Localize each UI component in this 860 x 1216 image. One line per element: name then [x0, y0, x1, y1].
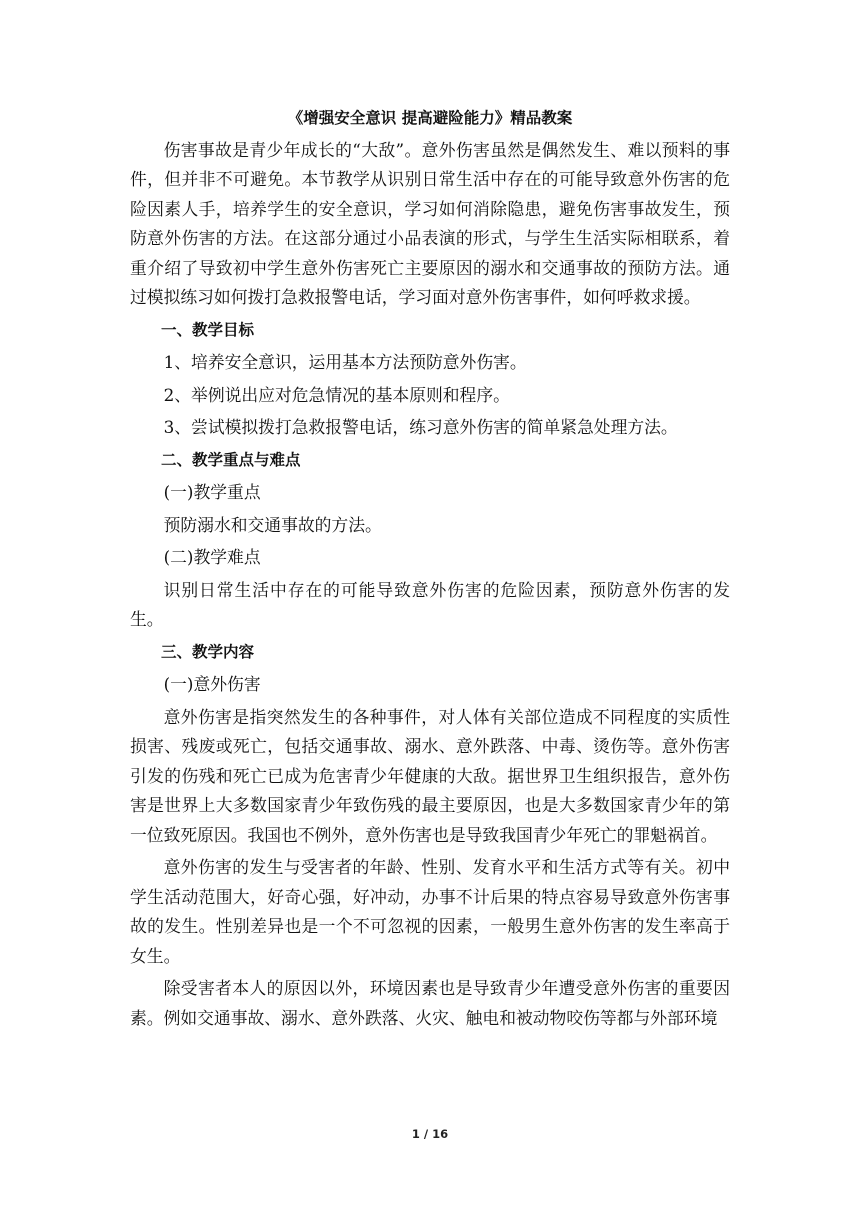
- section-heading-content: 三、教学内容: [161, 642, 255, 661]
- content-paragraph: 除受害者本人的原因以外，环境因素也是导致青少年遭受意外伤害的重要因素。例如交通事故、溺水、意外跌落、火灾、触电和被动物咬伤等都与外部环境: [130, 978, 730, 1028]
- page-number: 1 / 16: [411, 1127, 449, 1141]
- difficulties-text: 识别日常生活中存在的可能导致意外伤害的危险因素，预防意外伤害的发生。: [130, 579, 730, 629]
- subheading-difficulties: (二)教学难点: [163, 547, 261, 567]
- content-paragraph: 意外伤害的发生与受害者的年龄、性别、发育水平和生活方式等有关。初中学生活动范围大，好奇心强，好冲动，办事不计后果的特点容易导致意外伤害事故的发生。性别差异也是一个不可忽视的因素，一般男生意外伤害的发生率高于女生。: [130, 857, 730, 966]
- objective-item: 2、举例说出应对危急情况的基本原则和程序。: [163, 384, 510, 405]
- section-heading-focus: 二、教学重点与难点: [161, 450, 301, 469]
- content-paragraph: 意外伤害是指突然发生的各种事件，对人体有关部位造成不同程度的实质性损害、残废或死亡，包括交通事故、溺水、意外跌落、中毒、烫伤等。意外伤害引发的伤残和死亡已成为危害青少年健康的大敌。据世界卫生组织报告，意外伤害是世界上大多数国家青少年致伤残的最主要原因，也是大多数国家青少年的第一位致死原因。我国也不例外，意外伤害也是导致我国青少年死亡的罪魁祸首。: [130, 706, 730, 845]
- document-body: [130, 104, 730, 1036]
- objective-item: 1、培养安全意识，运用基本方法预防意外伤害。: [163, 352, 527, 372]
- intro-paragraph: 伤害事故是青少年成长的“大敌”。意外伤害虽然是偶然发生、难以预料的事件，但并非不可避免。本节教学从识别日常生活中存在的可能导致意外伤害的危险因素人手，培养学生的安全意识，学习如何消除隐患，避免伤害事故发生，预防意外伤害的方法。在这部分通过小品表演的形式，与学生生活实际相联系，着重介绍了导致初中学生意外伤害死亡主要原因的溺水和交通事故的预防方法。通过模拟练习如何拨打急救报警电话，学习面对意外伤害事件，如何呼救求援。: [130, 139, 730, 307]
- objective-item: 3、尝试模拟拨打急救报警电话，练习意外伤害的简单紧急处理方法。: [163, 417, 678, 437]
- section-heading-objectives: 一、教学目标: [161, 320, 255, 339]
- key-points-text: 预防溺水和交通事故的方法。: [163, 514, 382, 535]
- document-title: 《增强安全意识 提高避险能力》精品教案: [287, 109, 573, 127]
- subheading-accidental-injury: (一)意外伤害: [163, 674, 261, 694]
- subheading-key-points: (一)教学重点: [163, 482, 261, 502]
